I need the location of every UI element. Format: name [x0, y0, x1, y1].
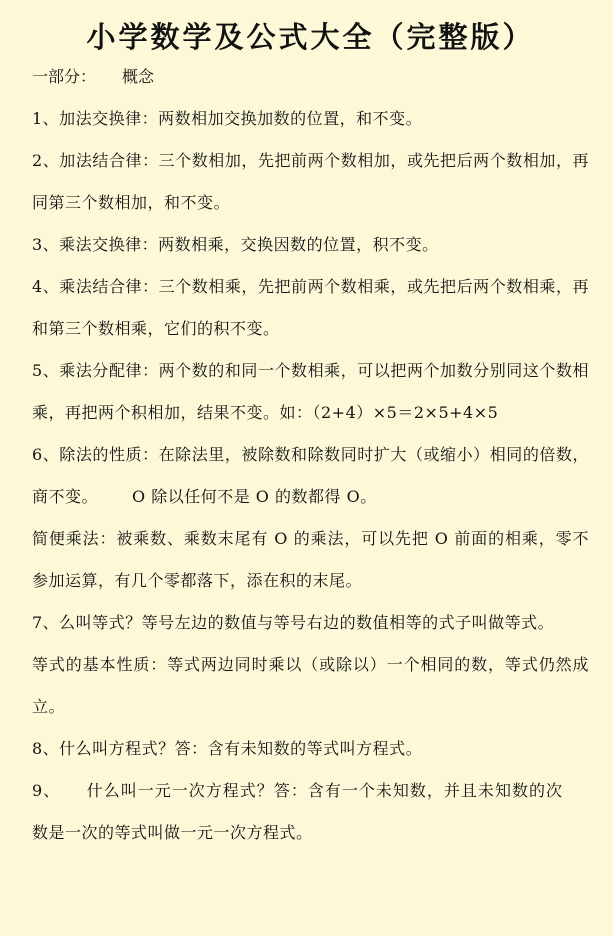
paragraph-9-answer: 数是一次的等式叫做一元一次方程式。 [32, 823, 313, 842]
paragraph-8: 8、什么叫方程式？答：含有未知数的等式叫方程式。 [32, 739, 423, 758]
paragraph-9-number: 9、 [32, 781, 61, 800]
paragraph-4: 4、乘法结合律：三个数相乘，先把前两个数相乘，或先把后两个数相乘，再和第三个数相乘，它们的积不变。 [32, 277, 589, 338]
paragraph-3: 3、乘法交换律：两数相乘，交换因数的位置，积不变。 [32, 235, 439, 254]
paragraph-1: 1、加法交换律：两数相加交换加数的位置，和不变。 [32, 109, 423, 128]
paragraph-6-note: O 除以任何不是 O 的数都得 O。 [132, 487, 377, 506]
paragraph-5: 5、乘法分配律：两个数的和同一个数相乘，可以把两个加数分别同这个数相乘，再把两个积相加，结果不变。如：（2+4）×5＝2×5+4×5 [32, 361, 589, 422]
document-title: 小学数学及公式大全（完整版） [86, 20, 535, 54]
section-heading [32, 64, 589, 90]
paragraph-6-main: 6、除法的性质：在除法里，被除数和除数同时扩大（或缩小）相同的倍数，商不变。 [32, 445, 589, 506]
section-number: 一部分： [32, 67, 97, 86]
paragraph-2: 2、加法结合律：三个数相加，先把前两个数相加，或先把后两个数相加，再同第三个数相加，和不变。 [32, 151, 589, 212]
paragraph-simple-multiplication: 简便乘法：被乘数、乘数末尾有 O 的乘法，可以先把 O 前面的相乘，零不参加运算，有几个零都落下，添在积的末尾。 [32, 529, 589, 590]
paragraph-7: 7、么叫等式？等号左边的数值与等号右边的数值相等的式子叫做等式。 [32, 613, 555, 632]
paragraph-equation-property: 等式的基本性质：等式两边同时乘以（或除以）一个相同的数，等式仍然成立。 [32, 655, 589, 716]
section-name: 概念 [122, 67, 155, 86]
paragraph-9 [32, 770, 589, 854]
paragraph-9-question: 什么叫一元一次方程式？答：含有一个未知数，并且未知数的次 [86, 781, 563, 800]
paragraph-6 [32, 434, 589, 518]
